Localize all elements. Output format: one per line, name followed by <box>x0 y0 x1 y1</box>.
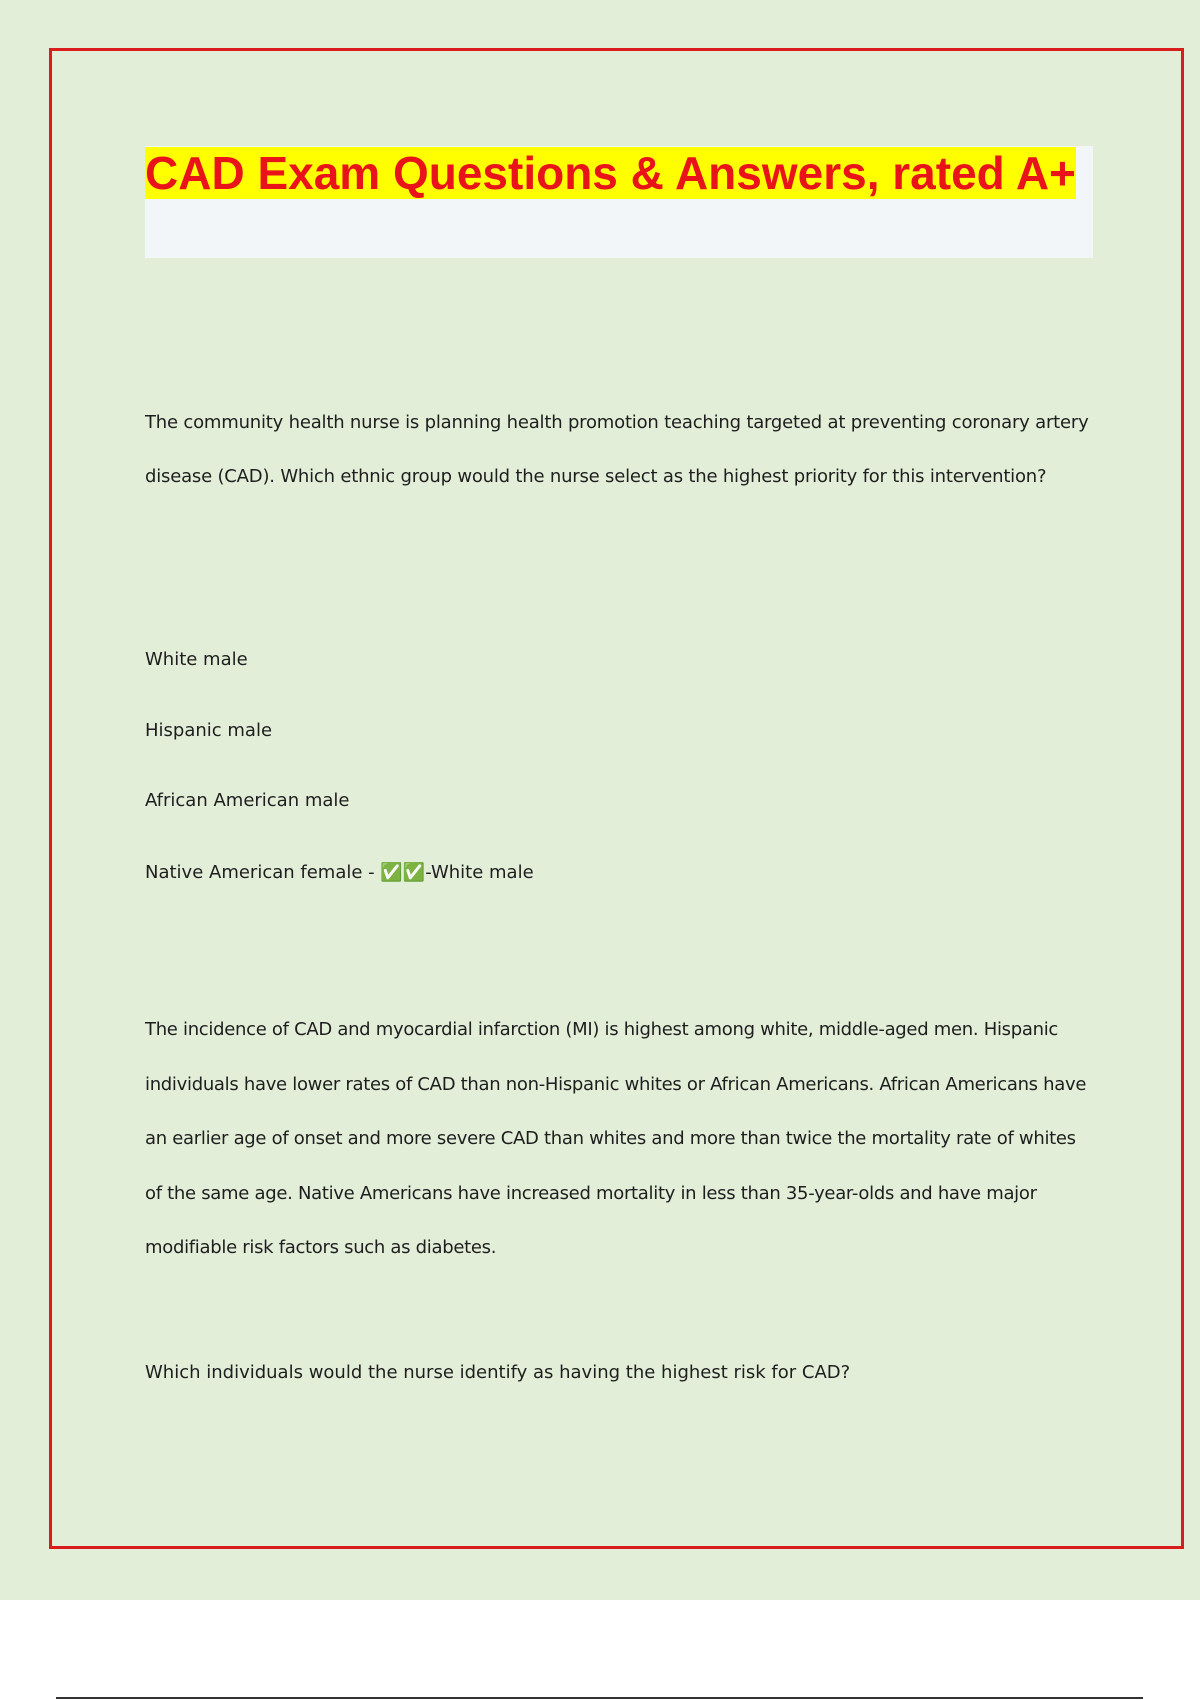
document-title <box>145 146 1093 201</box>
question-2-text: Which individuals would the nurse identify as having the highest risk for CAD? <box>145 1362 851 1383</box>
title-block <box>145 146 1093 258</box>
question-1-option-2: Hispanic male <box>145 720 273 741</box>
question-1-text: The community health nurse is planning health promotion teaching targeted at preventing coronary artery disease (CAD). Which ethnic group would the nurse select as the highest priority for this intervention? <box>145 412 1089 487</box>
question-1-explanation: The incidence of CAD and myocardial infarction (MI) is highest among white, middle-aged men. Hispanic individuals have lower rates of CAD than non-Hispanic whites or African Americans. African Americans have an earlier age of onset and more severe CAD than whites and more than twice the mortality rate of whites of the same age. Native Americans have increased mortality in less than 35-year-olds and have major modifiable risk factors such as diabetes. <box>145 1019 1087 1258</box>
question-1-option-3: African American male <box>145 790 350 811</box>
question-1-option-1: White male <box>145 649 248 670</box>
footer-divider <box>56 1697 1143 1699</box>
title-highlight: CAD Exam Questions & Answers, rated A+ <box>145 147 1076 199</box>
question-1-option-4-answer: Native American female - ✅✅-White male <box>145 862 534 883</box>
